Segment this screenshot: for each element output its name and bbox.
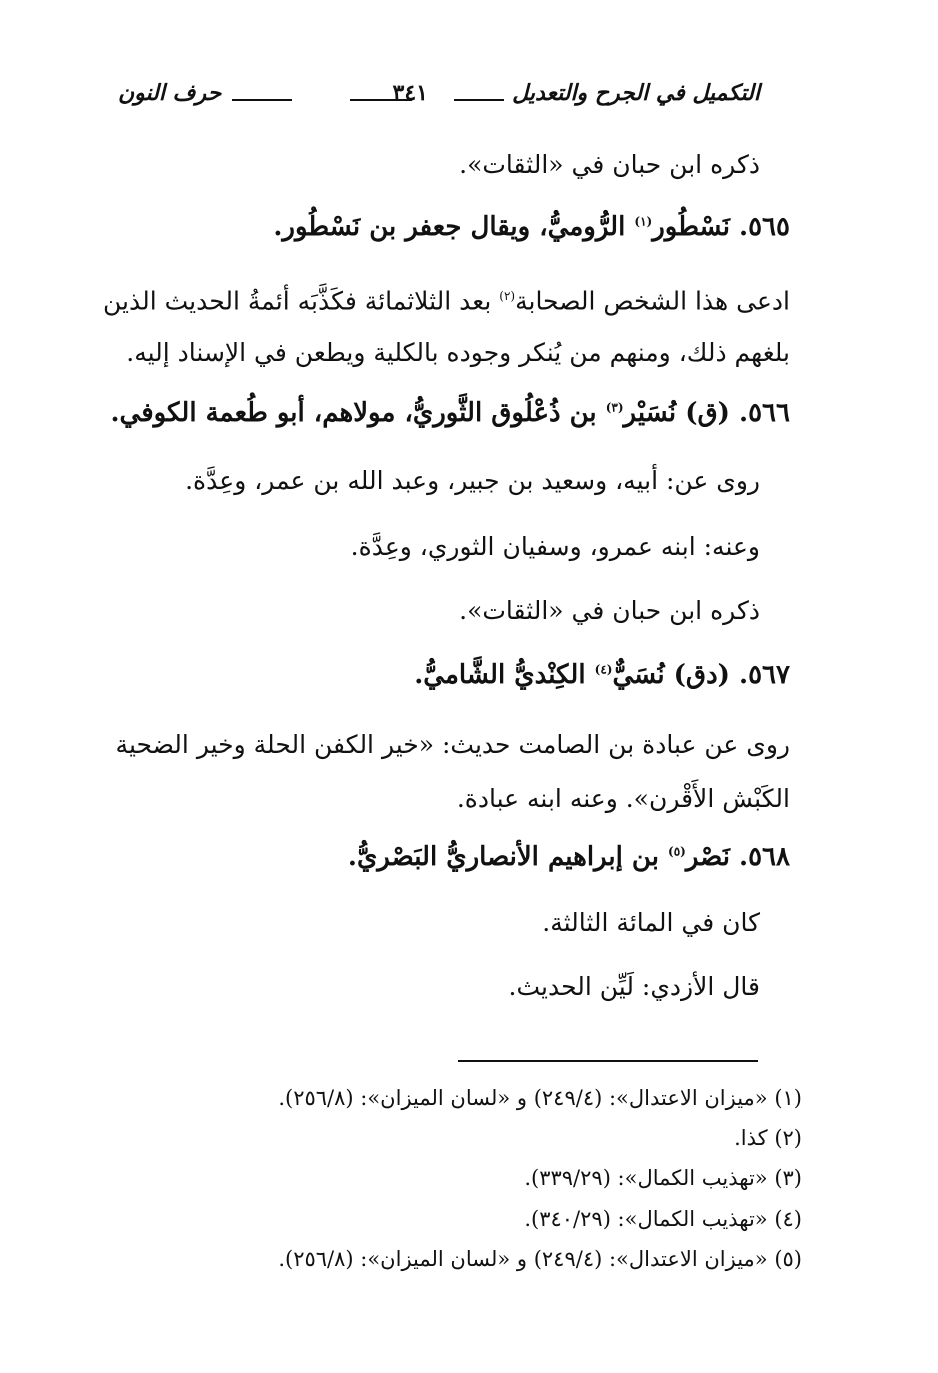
- header-rule: [232, 99, 292, 101]
- entry-heading-566: [110, 398, 790, 428]
- entry-name: بن إبراهيم الأنصاريُّ البَصْريُّ.: [347, 842, 659, 872]
- body-text: ادعى هذا الشخص الصحابة: [515, 286, 790, 316]
- header-book-title: التكميل في الجرح والتعديل: [512, 80, 760, 106]
- header-rule: [454, 99, 504, 101]
- entry-number: ٥٦٨.: [739, 842, 790, 872]
- body-line: قال الأزدي: لَيِّن الحديث.: [508, 972, 760, 1001]
- entry-name: بن ذُعْلُوق الثَّوريُّ، مولاهم، أبو طُعمة الكوفي.: [110, 398, 597, 428]
- entry-name: (دق) نُسَيٌّ: [612, 660, 730, 690]
- entry-name: نَسْطُور: [652, 212, 730, 242]
- body-line: وعنه: ابنه عمرو، وسفيان الثوري، وعِدَّة.: [350, 532, 760, 561]
- entry-name: الرُّوميُّ، ويقال جعفر بن نَسْطُور.: [273, 212, 626, 242]
- entry-name: الكِنْديُّ الشَّاميُّ.: [414, 660, 586, 690]
- body-line: ذكره ابن حبان في «الثقات».: [459, 596, 760, 625]
- entry-heading-567: [414, 660, 790, 690]
- entry-number: ٥٦٧.: [739, 660, 790, 690]
- body-line: [70, 281, 790, 316]
- footnote-marker: (٢): [499, 289, 516, 303]
- body-line: ذكره ابن حبان في «الثقات».: [459, 150, 760, 179]
- body-text: بعد الثلاثمائة فكَذَّبَه أئمةُ الحديث الذين: [103, 286, 492, 316]
- entry-name: نَصْر: [685, 842, 730, 872]
- body-line: بلغهم ذلك، ومنهم من يُنكر وجوده بالكلية ويطعن في الإسناد إليه.: [126, 338, 790, 367]
- header-rule: [350, 99, 412, 101]
- entry-number: ٥٦٦.: [739, 398, 790, 428]
- header-page-number: ٣٤١: [392, 80, 428, 106]
- footnote: (١) «ميزان الاعتدال»: (٢٤٩/٤) و «لسان الميزان»: (٢٥٦/٨).: [278, 1086, 802, 1110]
- footnote: (٣) «تهذيب الكمال»: (٣٣٩/٢٩).: [524, 1166, 802, 1190]
- entry-heading-568: [348, 842, 790, 872]
- footnote: (٤) «تهذيب الكمال»: (٣٤٠/٢٩).: [524, 1207, 802, 1231]
- footnote-marker: (٥): [668, 844, 686, 859]
- body-line: الكَبْش الأَقْرن». وعنه ابنه عبادة.: [456, 784, 790, 813]
- body-line: كان في المائة الثالثة.: [542, 908, 760, 937]
- footnote: (٢) كذا.: [734, 1126, 802, 1150]
- entry-name: (ق) نُسَيْر: [623, 398, 730, 428]
- header-section-title: حرف النون: [118, 80, 222, 106]
- body-line: روى عن: أبيه، وسعيد بن جبير، وعبد الله بن عمر، وعِدَّة.: [185, 466, 760, 495]
- footnote-marker: (٣): [605, 400, 624, 415]
- footnote-marker: (٤): [594, 662, 613, 677]
- footnote-marker: (١): [634, 214, 653, 229]
- footnote-rule: [458, 1060, 758, 1062]
- body-line: روى عن عبادة بن الصامت حديث: «خير الكفن الحلة وخير الضحية: [115, 730, 790, 759]
- entry-heading-565: [273, 212, 790, 242]
- entry-number: ٥٦٥.: [739, 212, 790, 242]
- footnote: (٥) «ميزان الاعتدال»: (٢٤٩/٤) و «لسان الميزان»: (٢٥٦/٨).: [278, 1247, 802, 1271]
